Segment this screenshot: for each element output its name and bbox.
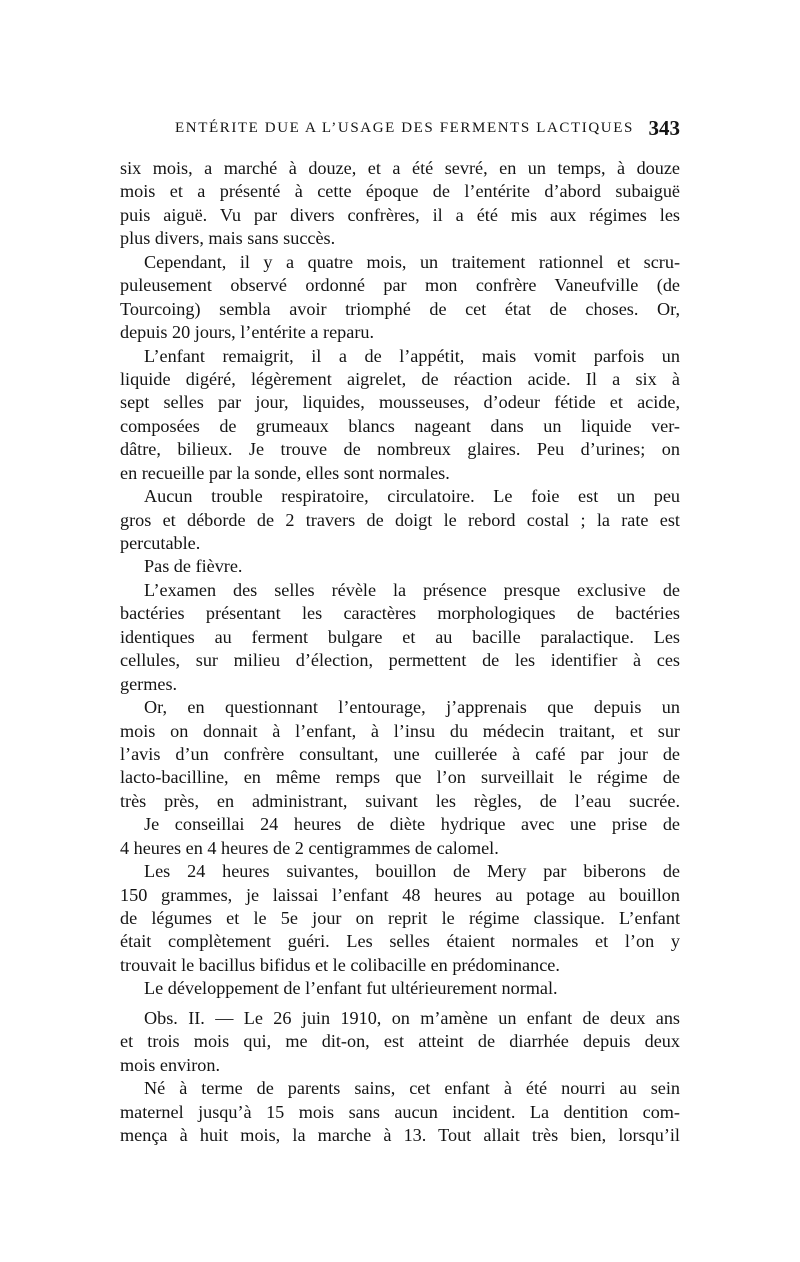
- text-line: l’avis d’un confrère consultant, une cuillerée à café par jour de: [120, 743, 680, 764]
- text-line: mença à huit mois, la marche à 13. Tout allait très bien, lorsqu’il: [120, 1124, 680, 1145]
- text-line: Or, en questionnant l’entourage, j’apprenais que depuis un: [144, 697, 680, 718]
- running-header: [120, 118, 680, 142]
- text-line: Aucun trouble respiratoire, circulatoire. Le foie est un peu: [144, 486, 680, 507]
- text-line: Le développement de l’enfant fut ultérieurement normal.: [144, 978, 558, 999]
- text-line: gros et déborde de 2 travers de doigt le rebord costal ; la rate est: [120, 509, 680, 530]
- text-line: dâtre, bilieux. Je trouve de nombreux glaires. Peu d’urines; on: [120, 439, 680, 460]
- text-line: Obs. II. — Le 26 juin 1910, on m’amène un enfant de deux ans: [144, 1007, 680, 1028]
- text-line: Je conseillai 24 heures de diète hydrique avec une prise de: [144, 814, 680, 835]
- text-line: plus divers, mais sans succès.: [120, 228, 336, 249]
- body-text: [120, 157, 680, 1147]
- text-line: puleusement observé ordonné par mon confrère Vaneufville (de: [120, 275, 680, 296]
- text-line: identiques au ferment bulgare et au bacille paralactique. Les: [120, 626, 680, 647]
- page-number: 343: [648, 116, 680, 140]
- text-line: Né à terme de parents sains, cet enfant à été nourri au sein: [144, 1078, 680, 1099]
- text-line: était complètement guéri. Les selles étaient normales et l’on y: [120, 931, 680, 952]
- text-line: Pas de fièvre.: [144, 556, 243, 577]
- text-line: composées de grumeaux blancs nageant dans un liquide ver-: [120, 415, 680, 436]
- text-line: 4 heures en 4 heures de 2 centigrammes de calomel.: [120, 837, 499, 858]
- text-line: en recueille par la sonde, elles sont normales.: [120, 462, 450, 483]
- text-line: depuis 20 jours, l’entérite a reparu.: [120, 322, 375, 343]
- text-line: liquide digéré, légèrement aigrelet, de réaction acide. Il a six à: [120, 368, 680, 389]
- text-line: Cependant, il y a quatre mois, un traitement rationnel et scru-: [144, 251, 680, 272]
- text-line: mois et a présenté à cette époque de l’entérite d’abord subaiguë: [120, 181, 680, 202]
- text-line: sept selles par jour, liquides, mousseuses, d’odeur fétide et acide,: [120, 392, 680, 413]
- text-line: Les 24 heures suivantes, bouillon de Mery par biberons de: [144, 861, 680, 882]
- text-line: mois on donnait à l’enfant, à l’insu du médecin traitant, et sur: [120, 720, 680, 741]
- text-line: six mois, a marché à douze, et a été sevré, en un temps, à douze: [120, 158, 680, 178]
- text-line: Tourcoing) sembla avoir triomphé de cet état de choses. Or,: [120, 298, 680, 319]
- text-line: puis aiguë. Vu par divers confrères, il a été mis aux régimes les: [120, 204, 680, 225]
- text-line: lacto-bacilline, en même remps que l’on surveillait le régime de: [120, 767, 680, 788]
- text-line: bactéries présentant les caractères morphologiques de bactéries: [120, 603, 680, 624]
- text-line: de légumes et le 5e jour on reprit le régime classique. L’enfant: [120, 908, 680, 928]
- running-title: ENTÉRITE DUE A L’USAGE DES FERMENTS LACTIQUES: [175, 120, 634, 136]
- text-line: L’examen des selles révèle la présence presque exclusive de: [144, 579, 680, 600]
- text-line: très près, en administrant, suivant les règles, de l’eau sucrée.: [120, 790, 680, 811]
- text-line: trouvait le bacillus bifidus et le colibacille en prédominance.: [120, 954, 560, 975]
- text-line: L’enfant remaigrit, il a de l’appétit, mais vomit parfois un: [144, 345, 680, 366]
- text-line: cellules, sur milieu d’élection, permettent de les identifier à ces: [120, 650, 680, 671]
- text-line: et trois mois qui, me dit-on, est atteint de diarrhée depuis deux: [120, 1031, 680, 1052]
- text-line: percutable.: [120, 533, 201, 553]
- text-line: germes.: [120, 673, 178, 694]
- text-line: mois environ.: [120, 1054, 221, 1075]
- text-line: maternel jusqu’à 15 mois sans aucun incident. La dentition com-: [120, 1101, 680, 1122]
- text-line: 150 grammes, je laissai l’enfant 48 heures au potage au bouillon: [120, 884, 680, 905]
